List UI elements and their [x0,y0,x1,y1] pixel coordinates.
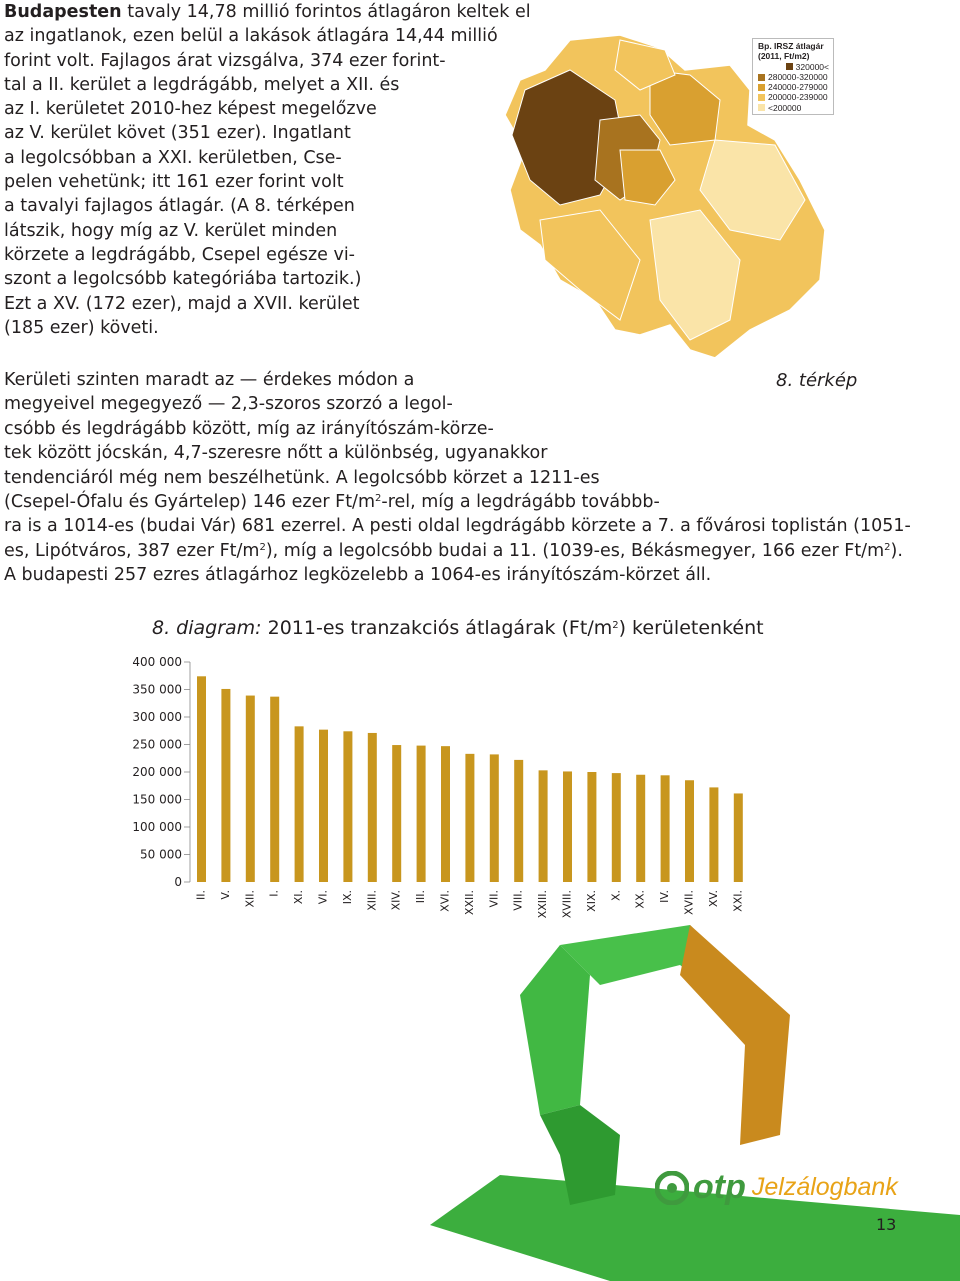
body-line [4,490,956,514]
body-line: tek között jócskán, 4,7-szeresre nőtt a különbség, ugyanakkor [4,443,548,464]
bar [563,771,572,882]
x-tick-label: V. [218,890,232,900]
legend-swatch [758,74,765,81]
x-tick-label: VII. [487,890,501,908]
legend-row [753,92,833,102]
x-tick-label: XVI. [438,890,452,912]
superscript: 2 [375,493,382,505]
x-tick-label: XIII. [365,890,379,911]
x-tick-label: III. [414,890,428,904]
y-tick-label: 150 000 [132,792,182,807]
x-tick-label: VI. [316,890,330,905]
otp-jelzalogbank-logo [655,1168,898,1207]
body-line: Kerületi szinten maradt az — érdekes módon a [4,370,415,390]
x-tick-label: IV. [658,890,672,903]
intro-line: pelen vehetünk; itt 161 ezer forint volt [4,172,344,193]
chart-title-text: ) kerületenként [618,617,764,639]
legend-swatch [758,84,765,91]
body-line: A budapesti 257 ezres átlagárhoz legközelebb a 1064-es irányítószám-körzet áll. [4,565,712,586]
y-tick-label: 250 000 [132,737,182,752]
x-tick-label: I. [267,890,281,897]
y-tick-label: 200 000 [132,765,182,779]
bar [441,746,450,882]
otp-logo-icon [655,1171,689,1205]
bar [343,731,352,882]
bar [709,787,718,882]
bar [734,793,743,882]
bar [295,726,304,882]
bar [685,780,694,882]
intro-paragraph [4,0,531,340]
intro-line: (185 ezer) követi. [4,317,159,338]
x-tick-label: XXII. [462,890,476,916]
intro-line: látszik, hogy míg az V. kerület minden [4,220,338,241]
y-tick-label: 0 [174,875,182,889]
intro-line: szont a legolcsóbb kategóriába tartozik.) [4,269,362,290]
intro-text: tavaly 14,78 millió forintos átlagáron keltek el [127,2,531,22]
intro-line: az V. kerület követ (351 ezer). Ingatlant [4,123,351,144]
superscript: 2 [884,541,891,553]
y-tick-label: 350 000 [132,682,182,697]
x-tick-label: XIV. [389,890,403,911]
x-tick-label: IX. [340,890,354,905]
legend-row [753,82,833,92]
x-tick-label: XV. [706,890,720,908]
chart-title [152,617,764,639]
bar [368,733,377,882]
bar [417,746,426,882]
intro-line: körzete a legdrágább, Csepel egésze vi- [4,244,355,265]
legend-label: 320000< [795,61,829,72]
legend-row [753,72,833,82]
house-ribbon-illustration [0,905,960,1281]
bar-chart [110,650,750,940]
bar [246,696,255,882]
bar [636,775,645,882]
legend-label: 280000-320000 [768,71,828,82]
legend-row [753,103,833,113]
legend-swatch [758,94,765,101]
legend-swatch [786,63,793,70]
bar [465,754,474,882]
legend-swatch [758,104,765,111]
bar [514,760,523,882]
bar [392,745,401,882]
y-tick-label: 100 000 [132,820,182,834]
body-text: -rel, míg a legdrágább továbbb- [381,492,660,513]
bar [612,773,621,882]
bar [661,775,670,882]
y-tick-label: 400 000 [132,655,182,669]
x-tick-label: VIII. [511,890,525,911]
logo-otp-text: otp [693,1168,746,1206]
ribbon-orange-wall [680,925,790,1145]
map-legend [752,38,834,115]
body-line [4,539,956,563]
bar [490,754,499,882]
intro-line: az I. kerületet 2010-hez képest megelőzve [4,99,377,120]
x-tick-label: XX. [633,890,647,909]
bar [539,770,548,882]
legend-title: Bp. IRSZ átlagár [758,41,824,51]
legend-label: 240000-279000 [768,82,828,93]
body-text: (Csepel-Ófalu és Gyártelep) 146 ezer Ft/m [4,492,375,513]
chart-title-text: 2011-es tranzakciós átlagárak (Ft/m [261,617,613,639]
x-tick-label: XIX. [584,890,598,912]
x-tick-label: XI. [292,890,306,905]
intro-line: tal a II. kerület a legdrágább, melyet a XII. és [4,74,400,95]
intro-bold-lead: Budapesten [4,2,122,22]
legend-row [753,62,833,72]
intro-line: a tavalyi fajlagos átlagár. (A 8. térképen [4,196,355,217]
x-tick-label: XVII. [682,890,696,916]
intro-line-1 [4,0,531,24]
body-line: ra is a 1014-es (budai Vár) 681 ezerrel. A pesti oldal legdrágább körzete a 7. a fővárosi toplistán (1051- [4,516,911,537]
bar [197,676,206,882]
map-caption: 8. térkép [776,370,858,391]
bar [319,730,328,882]
y-tick-label: 50 000 [140,847,182,862]
body-text: ), míg a legolcsóbb budai a 11. (1039-es, Békásmegyer, 166 ezer Ft/m [265,540,885,561]
intro-line: Ezt a XV. (172 ezer), majd a XVII. kerület [4,293,360,314]
bar [270,697,279,882]
intro-line: a legolcsóbban a XXI. kerületben, Cse- [4,147,342,168]
logo-jelzalogbank-text: Jelzálogbank [751,1173,898,1201]
intro-line: az ingatlanok, ezen belül a lakások átlagára 14,44 millió [4,26,498,47]
x-tick-label: X. [609,890,623,902]
chart-title-label: 8. diagram: [152,617,262,639]
legend-label: 200000-239000 [768,92,828,103]
superscript: 2 [612,620,619,631]
body-line: csóbb és legdrágább között, míg az irányítószám-körze- [4,418,494,439]
legend-label: <200000 [768,102,802,113]
intro-line: forint volt. Fajlagos árat vizsgálva, 374 ezer forint- [4,50,446,71]
body-paragraph [4,368,956,588]
legend-subtitle: (2011, Ft/m2) [758,51,810,62]
body-line: tendenciáról még nem beszélhetünk. A legolcsóbb körzet a 1211-es [4,467,600,488]
x-tick-label: XXIII. [536,890,550,919]
bar [221,689,230,882]
body-text: ). [890,540,903,561]
y-tick-label: 300 000 [132,710,182,724]
x-tick-label: II. [194,890,208,900]
bar [587,772,596,882]
x-tick-label: XVIII. [560,890,574,919]
superscript: 2 [259,541,266,553]
x-tick-label: XXI. [731,890,745,912]
page-number: 13 [876,1215,897,1234]
body-line: megyeivel megegyező — 2,3-szoros szorzó a legol- [4,394,453,415]
ribbon-wall-left [520,945,590,1115]
x-tick-label: XII. [243,890,257,908]
body-text: es, Lipótváros, 387 ezer Ft/m [4,540,260,561]
